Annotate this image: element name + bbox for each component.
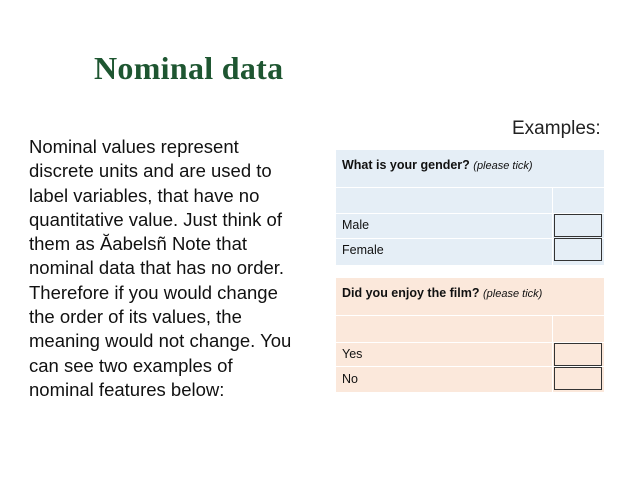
option-female-label: Female [342, 243, 384, 257]
male-checkbox[interactable] [554, 214, 602, 237]
examples-label: Examples: [512, 118, 601, 139]
column-divider [552, 188, 553, 265]
gender-question-header [336, 150, 604, 188]
option-yes-label: Yes [342, 347, 363, 361]
gender-questionnaire [336, 150, 604, 265]
body-line: the order of its values, the [29, 306, 242, 328]
body-line: Therefore if you would change [29, 281, 278, 303]
body-line: can see two examples of [29, 354, 233, 376]
female-checkbox[interactable] [554, 238, 602, 261]
option-no-label: No [342, 372, 358, 386]
film-question-header [336, 278, 604, 316]
body-line: label variables, that have no [29, 184, 260, 206]
body-line: nominal features below: [29, 378, 225, 400]
body-line: quantitative value. Just think of [29, 208, 282, 230]
no-checkbox[interactable] [554, 367, 602, 390]
film-question-hint: (please tick) [483, 288, 543, 300]
body-line: Nominal values represent [29, 136, 239, 157]
body-text [29, 135, 329, 402]
gender-question-hint: (please tick) [473, 160, 533, 172]
column-divider [552, 316, 553, 392]
body-line: meaning would not change. You [29, 330, 292, 352]
yes-checkbox[interactable] [554, 343, 602, 366]
film-question: Did you enjoy the film? [342, 286, 480, 300]
slide-title: Nominal data [94, 50, 284, 86]
body-line: discrete units and are used to [29, 160, 272, 182]
film-questionnaire [336, 278, 604, 392]
body-line: them as Ăabelsñ Note that [29, 233, 248, 255]
option-male-label: Male [342, 218, 370, 232]
gender-question: What is your gender? [342, 158, 470, 172]
body-line: nominal data that has no order. [29, 257, 285, 279]
